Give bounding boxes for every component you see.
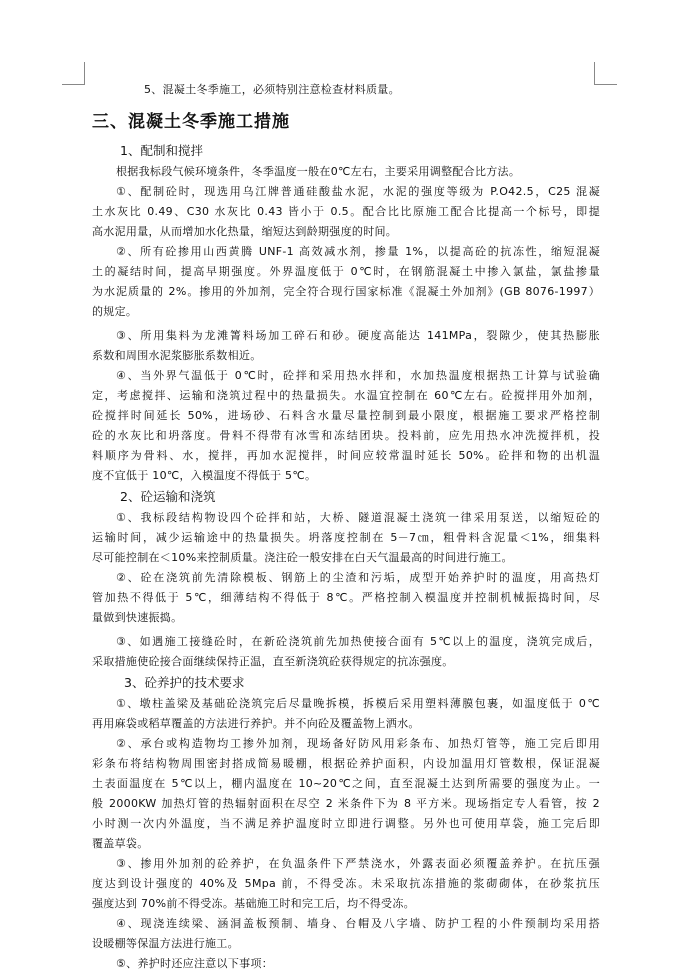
page-corner-mark-left [62, 62, 85, 85]
paragraph-line: 管加热不得低于 5℃，细薄结构不得低于 8℃。严格控制入模温度并控制机械振捣时间，尽 [92, 591, 600, 604]
paragraph-line: 再用麻袋或稻草覆盖的方法进行养护。并不向砼及覆盖物上洒水。 [92, 717, 420, 730]
paragraph-line: 定，考虑搅拌、运输和浇筑过程中的热量损失。水温宜控制在 60℃左右。砼搅拌用外加剂， [92, 389, 600, 402]
paragraph-line: 根据我标段气候环境条件，冬季温度一般在0℃左右，主要采用调整配合比方法。 [116, 165, 521, 178]
paragraph-line: 运输时间，减少运输途中的热量损失。坍落度控制在 5－7㎝，粗骨料含泥量＜1%，细集料 [92, 531, 600, 544]
paragraph-line: ②、承台或构造物均工掺外加剂，现场备好防风用彩条布、加热灯管等，施工完后即用 [116, 737, 600, 750]
subsection-heading-transport: 2、砼运输和浇筑 [120, 489, 216, 504]
paragraph-line: ④、现浇连续梁、涵洞盖板预制、墙身、台帽及八字墙、防护工程的小件预制均采用搭 [116, 917, 600, 930]
paragraph-line: ②、砼在浇筑前先清除模板、钢筋上的尘渣和污垢，成型开始养护时的温度，用高热灯 [116, 571, 600, 584]
paragraph-line: 强度达到 70%前不得受冻。基础施工时和完工后，均不得受冻。 [92, 897, 415, 910]
paragraph-line: ③、所用集料为龙滩箐料场加工碎石和砂。硬度高能达 141MPa，裂隙少，使其热膨胀 [116, 329, 600, 342]
paragraph-line: ②、所有砼掺用山西黄腾 UNF-1 高效减水剂，掺量 1%，以提高砼的抗冻性，缩短混凝 [116, 245, 600, 258]
paragraph-line: 土水灰比 0.49、C30 水灰比 0.43 皆小于 0.5。配合比比原施工配合比提高一个标号，即提 [92, 205, 600, 218]
paragraph-line: 为水泥质量的 2%。掺用的外加剂，完全符合现行国家标准《混凝土外加剂》(GB 8076-1997） [92, 285, 600, 298]
paragraph-line: 砼搅拌时间延长 50%，进场砂、石料含水量尽量控制到最小限度，根据施工要求严格控制 [92, 409, 600, 422]
paragraph-line: 土表面温度在 5℃以上，棚内温度在 10~20℃之间，直至混凝土达到所需要的强度为止。一 [92, 777, 600, 790]
paragraph-line: ①、配制砼时，现选用乌江牌普通硅酸盐水泥，水泥的强度等级为 P.O42.5，C25 混凝 [116, 185, 600, 198]
paragraph-line: 系数和周围水泥浆膨胀系数相近。 [92, 349, 262, 362]
subsection-heading-mixing: 1、配制和搅拌 [120, 143, 203, 158]
paragraph-line: ①、墩柱盖梁及基础砼浇筑完后尽量晚拆模，拆模后采用塑料薄膜包裹，如温度低于 0℃ [116, 697, 600, 710]
paragraph-line: 度不宜低于 10℃，入模温度不得低于 5℃。 [92, 469, 317, 482]
paragraph-line: 小时测一次内外温度，当不满足养护温度时立即进行调整。另外也可使用草袋，施工完后即 [92, 817, 600, 830]
paragraph-line: ③、掺用外加剂的砼养护，在负温条件下严禁浇水，外露表面必须覆盖养护。在抗压强 [116, 857, 600, 870]
subsection-heading-curing: 3、砼养护的技术要求 [124, 675, 245, 690]
paragraph-line: 料顺序为骨料、水，搅拌，再加水泥搅拌，时间应较常温时延长 50%。砼拌和物的出机温 [92, 449, 600, 462]
paragraph-line: 量做到快速振捣。 [92, 611, 183, 624]
paragraph-line: ③、如遇施工接缝砼时，在新砼浇筑前先加热使接合面有 5℃以上的温度，浇筑完成后， [116, 635, 600, 648]
paragraph-line: ⑤、养护时还应注意以下事项： [116, 957, 274, 970]
subsection-transport-text [92, 508, 600, 672]
document-body [92, 80, 600, 974]
section-heading: 三、混凝土冬季施工措施 [92, 112, 290, 132]
paragraph-line: 尽可能控制在＜10%来控制质量。浇注砼一般安排在白天气温最高的时间进行施工。 [92, 551, 513, 564]
subsection-mixing-text [92, 162, 600, 486]
paragraph-line: 的规定。 [92, 305, 138, 318]
paragraph-line: 土的凝结时间，提高早期强度。外界温度低于 0℃时，在钢筋混凝土中掺入氯盐，氯盐掺量 [92, 265, 600, 278]
paragraph-line: 采取措施使砼接合面继续保持正温，直至新浇筑砼获得规定的抗冻强度。 [92, 655, 454, 668]
subsection-curing-text [92, 694, 600, 974]
paragraph-line: 设暖棚等保温方法进行施工。 [92, 937, 239, 950]
paragraph-line: 般 2000KW 加热灯管的热辐射面积在尽空 2 米条件下为 8 平方米。现场指定专人看管，按 2 [92, 797, 600, 810]
paragraph-line: 覆盖草袋。 [92, 837, 149, 850]
paragraph-line: 高水泥用量，从而增加水化热量，缩短达到龄期强度的时间。 [92, 225, 398, 238]
paragraph-line: 彩条布将结构物周围密封搭成简易暖棚，根据砼养护面积，内设加温用灯管数根，保证混凝 [92, 757, 600, 770]
paragraph-line: 砼的水灰比和坍落度。骨料不得带有冰雪和冻结团块。投料前，应先用热水冲洗搅拌机，投 [92, 429, 600, 442]
paragraph-line: ④、当外界气温低于 0℃时，砼拌和采用热水拌和，水加热温度根据热工计算与试验确 [116, 369, 600, 382]
paragraph-line: 度达到设计强度的 40%及 5Mpa 前，不得受冻。未采取抗冻措施的浆砌砌体，在砂浆抗压 [92, 877, 600, 890]
paragraph-line: ①、我标段结构物设四个砼拌和站，大桥、隧道混凝土浇筑一律采用泵送，以缩短砼的 [116, 511, 600, 524]
previous-list-item: 5、混凝土冬季施工，必须特别注意检查材料质量。 [144, 83, 400, 96]
